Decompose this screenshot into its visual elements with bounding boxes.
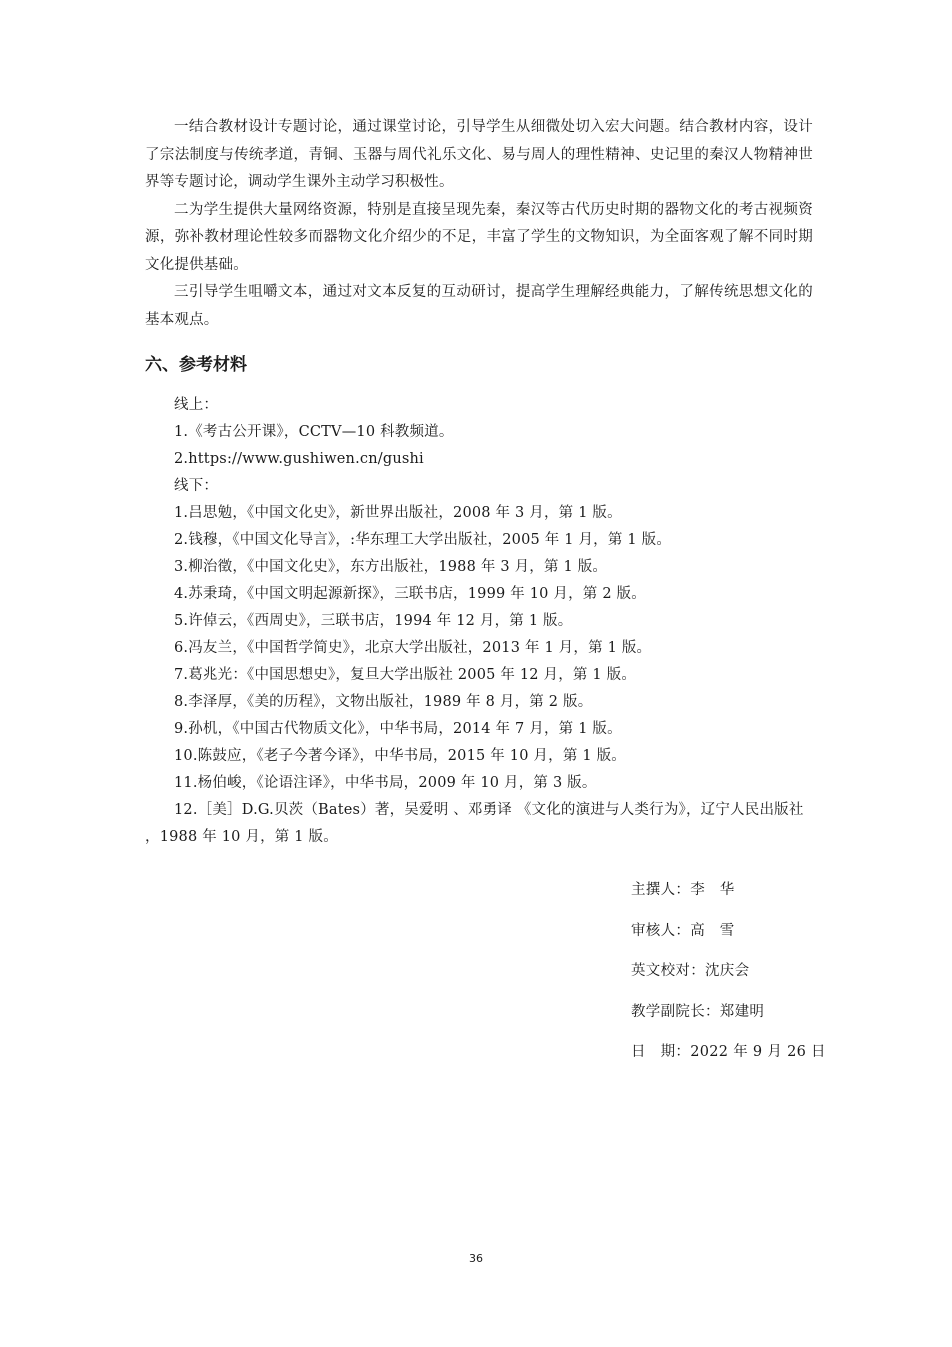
reference-item: 12.［美］D.G.贝茨（Bates）著，吴爱明 、邓勇译 《文化的演进与人类行为》，辽宁人民出版社 ，1988 年 10 月，第 1 版。: [145, 802, 804, 845]
offline-references: [145, 473, 813, 851]
date-line: 日 期：2022 年 9 月 26 日: [631, 1044, 826, 1060]
reference-item: 1.吕思勉，《中国文化史》，新世界出版社，2008 年 3 月，第 1 版。: [174, 505, 622, 521]
reference-item: 9.孙机，《中国古代物质文化》，中华书局，2014 年 7 月，第 1 版。: [174, 721, 622, 737]
paragraph-online-resources: 二为学生提供大量网络资源，特别是直接呈现先秦，秦汉等古代历史时期的器物文化的考古视频资源，弥补教材理论性较多而器物文化介绍少的不足，丰富了学生的文物知识，为全面客观了解不同时期文化提供基础。: [145, 201, 813, 273]
paragraph-text-reading: 三引导学生咀嚼文本，通过对文本反复的互动研讨，提高学生理解经典能力，了解传统思想文化的基本观点。: [145, 284, 813, 328]
reference-item: 10.陈鼓应，《老子今著今译》，中华书局，2015 年 10 月，第 1 版。: [174, 748, 626, 764]
document-body: [145, 114, 813, 851]
signoff-block: [631, 876, 891, 1079]
reference-item: 11.杨伯峻，《论语注译》，中华书局，2009 年 10 月，第 3 版。: [174, 775, 597, 791]
offline-label: 线下：: [174, 478, 219, 494]
reference-item: 3.柳治徵，《中国文化史》，东方出版社，1988 年 3 月，第 1 版。: [174, 559, 608, 575]
vice-dean-line: 教学副院长：郑建明: [631, 1003, 765, 1020]
reference-link[interactable]: 2.https://www.gushiwen.cn/gushi: [174, 451, 424, 467]
reviewer-line: 审核人：高 雪: [631, 922, 735, 939]
paragraph-topic-discussion: 一结合教材设计专题讨论，通过课堂讨论，引导学生从细微处切入宏大问题。结合教材内容，设计了宗法制度与传统孝道，青铜、玉器与周代礼乐文化、易与周人的理性精神、史记里的秦汉人物精神世界等专题讨论，调动学生课外主动学习积极性。: [145, 119, 813, 190]
reference-item: 1.《考古公开课》，CCTV—10 科教频道。: [174, 424, 454, 440]
reference-item: 6.冯友兰，《中国哲学简史》，北京大学出版社，2013 年 1 月，第 1 版。: [174, 640, 652, 656]
reference-item: 5.许倬云，《西周史》，三联书店，1994 年 12 月，第 1 版。: [174, 613, 573, 629]
reference-item: 2.钱穆，《中国文化导言》，:华东理工大学出版社，2005 年 1 月，第 1 版。: [174, 532, 672, 548]
section-heading-references: 六、参考材料: [145, 355, 247, 375]
page-number: 36: [469, 1252, 483, 1265]
online-references: [145, 392, 813, 473]
reference-item: 8.李泽厚，《美的历程》，文物出版社，1989 年 8 月，第 2 版。: [174, 694, 593, 710]
online-label: 线上：: [174, 397, 219, 413]
english-proofreader-line: 英文校对：沈庆会: [631, 963, 750, 979]
reference-item: 4.苏秉琦，《中国文明起源新探》，三联书店，1999 年 10 月，第 2 版。: [174, 586, 646, 602]
author-line: 主撰人：李 华: [631, 882, 735, 898]
reference-item: 7.葛兆光：《中国思想史》，复旦大学出版社 2005 年 12 月，第 1 版。: [174, 667, 637, 683]
